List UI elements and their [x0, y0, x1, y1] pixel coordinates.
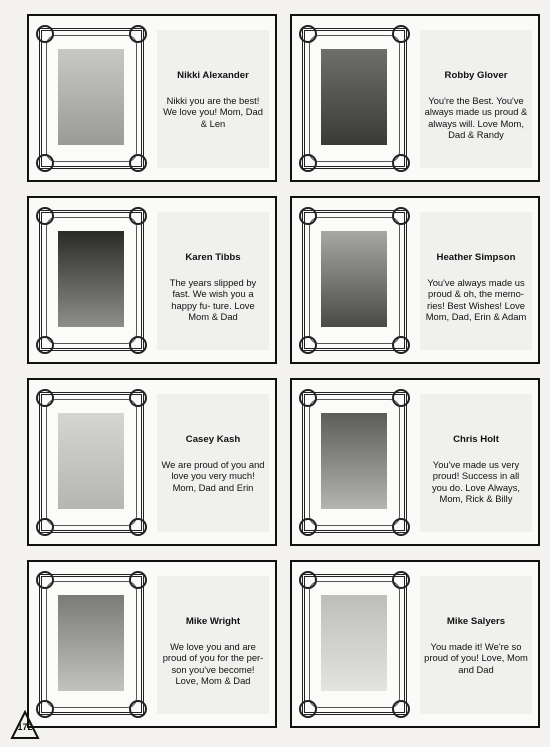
card-name: Nikki Alexander [177, 70, 249, 81]
baby-photo [321, 413, 387, 509]
card-message: You made it! We're so proud of you! Love, Mom and Dad [424, 640, 528, 675]
photo-frame [39, 574, 144, 715]
card-name: Karen Tibbs [185, 252, 241, 263]
ad-card-karen-tibbs [27, 196, 277, 364]
page-number: 172 [17, 722, 33, 732]
baby-photo [58, 49, 124, 145]
card-name: Chris Holt [453, 434, 499, 445]
baby-photo [58, 231, 124, 327]
card-name: Mike Wright [185, 616, 241, 627]
ad-card-robby-glover [290, 14, 540, 182]
baby-photo [58, 595, 124, 691]
card-name: Mike Salyers [446, 616, 506, 627]
card-name: Robby Glover [444, 70, 508, 81]
photo-frame [302, 210, 407, 351]
page-number-badge [10, 710, 40, 740]
ad-card-chris-holt [290, 378, 540, 546]
ad-card-mike-wright [27, 560, 277, 728]
photo-frame [302, 28, 407, 169]
card-message: We are proud of you and love you very much! Mom, Dad and Erin [161, 458, 265, 493]
card-message: The years slipped by fast. We wish you a happy fu- ture. Love Mom & Dad [169, 276, 257, 323]
ad-card-mike-salyers [290, 560, 540, 728]
card-message: We love you and are proud of you for the per- son you've become! Love, Mom & Dad [162, 640, 264, 687]
card-name: Heather Simpson [436, 252, 516, 263]
baby-photo [58, 413, 124, 509]
photo-frame [39, 28, 144, 169]
photo-frame [39, 210, 144, 351]
card-message: You've always made us proud & oh, the memo- ries! Best Wishes! Love Mom, Dad, Erin & Adam [425, 276, 527, 323]
card-message: You've made us very proud! Success in all you do. Love Always, Mom, Rick & Billy [431, 458, 521, 505]
photo-frame [39, 392, 144, 533]
ad-card-nikki-alexander [27, 14, 277, 182]
card-message: You're the Best. You've always made us proud & always will. Love Mom, Dad & Randy [424, 94, 528, 141]
baby-photo [321, 231, 387, 327]
ad-card-casey-kash [27, 378, 277, 546]
baby-photo [321, 49, 387, 145]
baby-photo [321, 595, 387, 691]
photo-frame [302, 392, 407, 533]
card-name: Casey Kash [185, 434, 241, 445]
ad-card-heather-simpson [290, 196, 540, 364]
card-message: Nikki you are the best! We love you! Mom, Dad & Len [163, 94, 263, 129]
photo-frame [302, 574, 407, 715]
